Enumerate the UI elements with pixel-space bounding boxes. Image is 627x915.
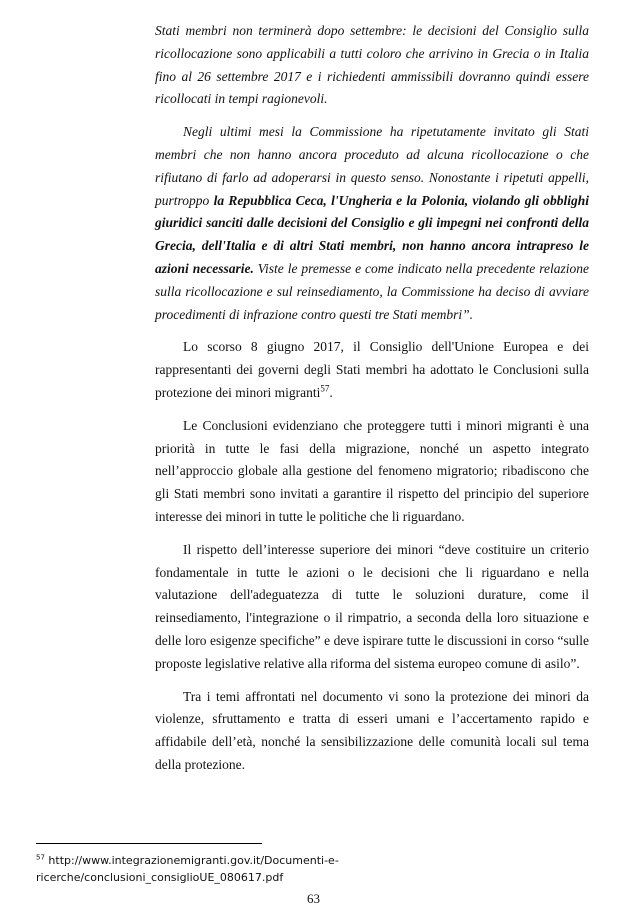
paragraph-text: Le Conclusioni evidenziano che proteggere tutti i minori migranti è una priorità in tutte le fasi della migrazione, nonché un aspetto integrato nell’approccio globale alla gestione del fenomeno migratorio; ribadiscono che gli Stati membri sono invitati a garantire il rispetto del principio del superiore interesse dei minori in tutte le politiche che li riguardano. bbox=[155, 417, 589, 524]
footnote-text: http://www.integrazionemigranti.gov.it/Documenti-e-ricerche/conclusioni_consiglioUE_080617.pdf bbox=[36, 854, 339, 884]
paragraph-text: Negli ultimi mesi la Commissione ha ripetutamente invitato gli Stati membri che non hanno ancora proceduto ad alcuna ricollocazione o che rifiutano di farlo ad adoperarsi in questo senso. Nonostante i ripetuti appelli, purtroppo bbox=[155, 124, 589, 208]
footnote-number: 57 bbox=[36, 853, 45, 862]
footnote-separator bbox=[36, 843, 262, 844]
paragraph bbox=[155, 121, 589, 326]
paragraph-text: . bbox=[329, 384, 333, 400]
paragraph bbox=[155, 20, 589, 111]
paragraph-text: Tra i temi affrontati nel documento vi sono la protezione dei minori da violenze, sfruttamento e tratta di esseri umani e l’accertamento rapido e affidabile dell’età, nonché la sensibilizzazione delle comunità locali sul tema della protezione. bbox=[155, 688, 589, 772]
document-body bbox=[155, 20, 589, 787]
paragraph bbox=[155, 415, 589, 529]
page-number: 63 bbox=[307, 891, 320, 906]
paragraph-text: Lo scorso 8 giugno 2017, il Consiglio dell'Unione Europea e dei rappresentanti dei governi degli Stati membri ha adottato le Conclusioni sulla protezione dei minori migranti bbox=[155, 339, 589, 400]
paragraph-text: Il rispetto dell’interesse superiore dei minori “deve costituire un criterio fondamentale in tutte le azioni o le decisioni che li riguardano e nella valutazione dell'adeguatezza di tutte le soluzioni durature, come il reinsediamento, l'integrazione o il rimpatrio, a seconda della loro situazione e delle loro esigenze specifiche” e deve ispirare tutte le discussioni in corso “sulle proposte legislative relative alla riforma del sistema europeo comune di asilo”. bbox=[155, 541, 589, 671]
footnote-reference: 57 bbox=[320, 383, 330, 394]
paragraph-text: Viste le premesse e come indicato nella precedente relazione sulla ricollocazione e sul reinsediamento, la Commissione ha deciso di avviare procedimenti di infrazione contro questi tre Stati membri”. bbox=[155, 260, 589, 322]
paragraph bbox=[155, 686, 589, 777]
paragraph bbox=[155, 539, 589, 676]
paragraph bbox=[155, 336, 589, 404]
footnote bbox=[36, 852, 366, 886]
bold-text: la Repubblica Ceca, l'Ungheria e la Polonia, violando gli obblighi giuridici sanciti dalle decisioni del Consiglio e gli impegni nei confronti della Grecia, dell'Italia e di altri Stati membri, non hanno ancora intrapreso le azioni necessarie. bbox=[155, 192, 589, 276]
paragraph-text: Stati membri non terminerà dopo settembre: le decisioni del Consiglio sulla ricollocazione sono applicabili a tutti coloro che arrivino in Grecia o in Italia fino al 26 settembre 2017 e i richiedenti ammissibili dovranno quindi essere ricollocati in tempi ragionevoli. bbox=[155, 23, 589, 107]
